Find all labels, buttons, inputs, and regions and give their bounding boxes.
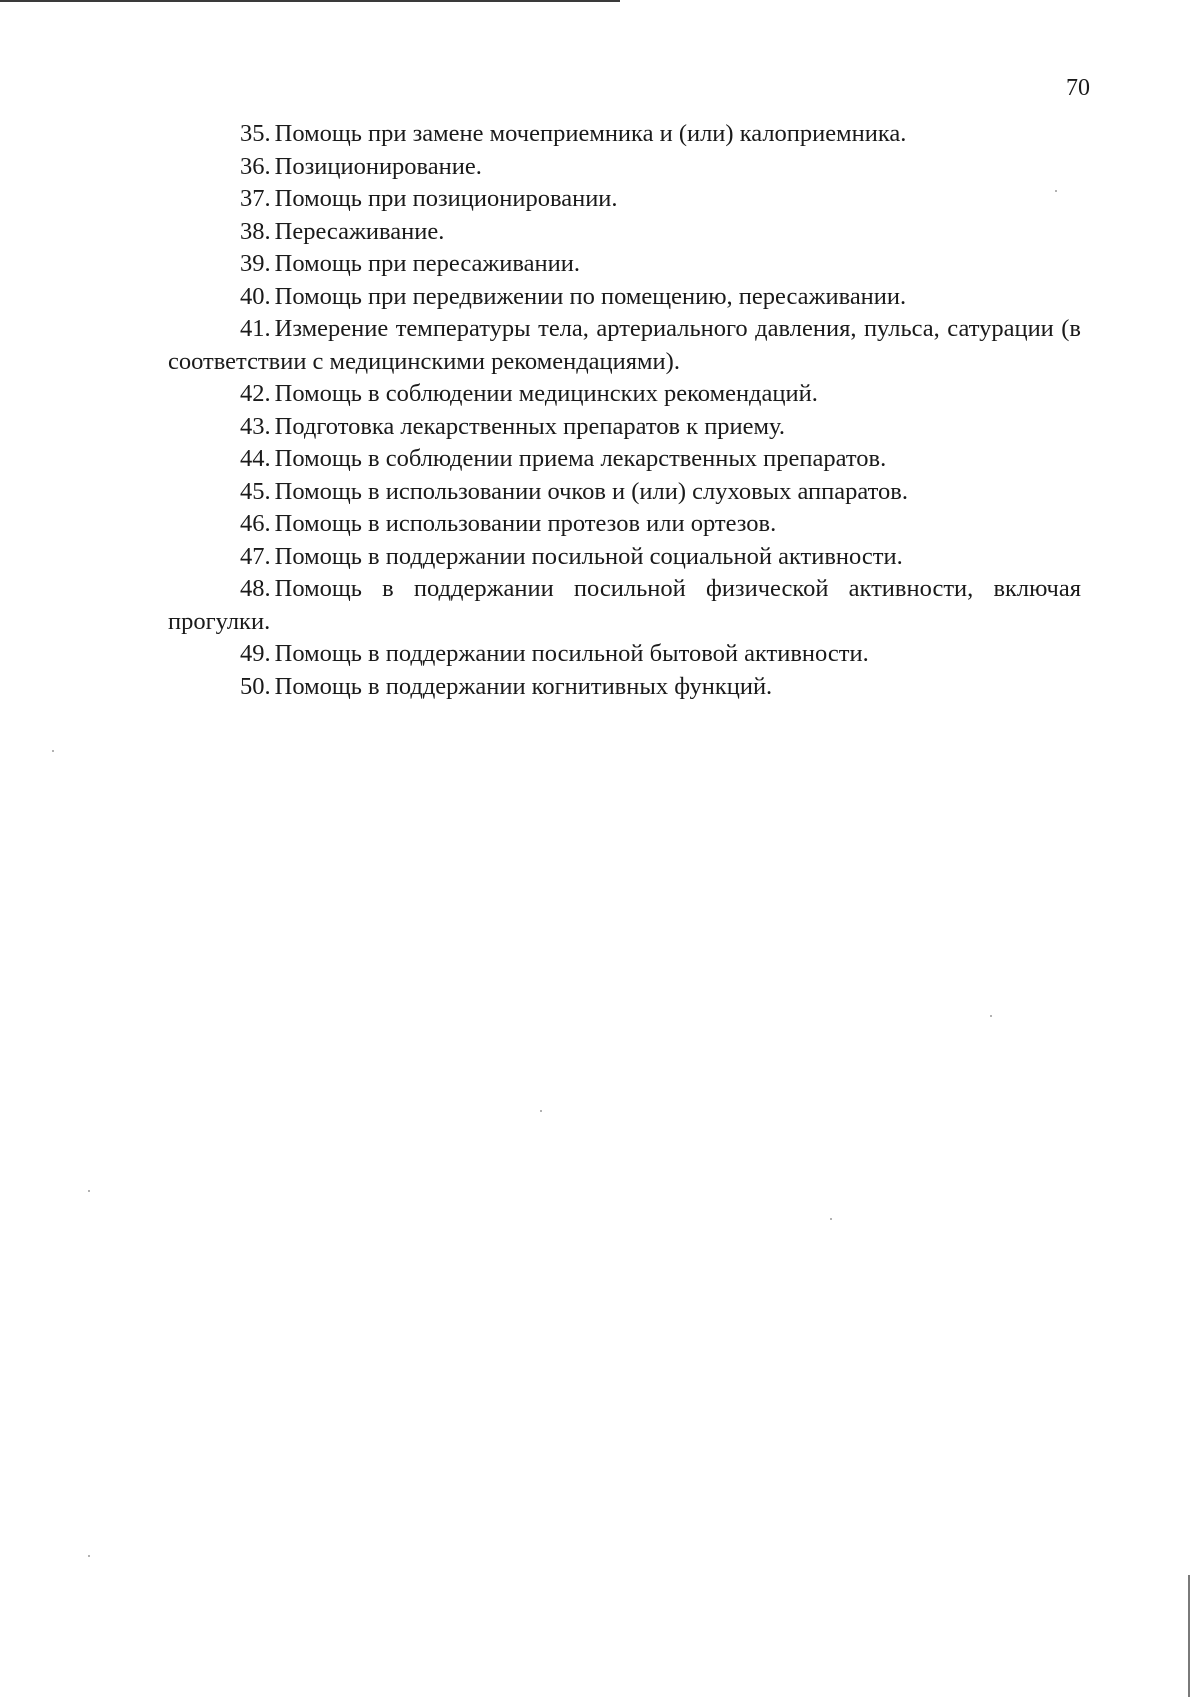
- list-item-text: Позиционирование.: [274, 152, 482, 180]
- list-item-number: 36.: [240, 152, 271, 180]
- list-item: [168, 281, 1081, 314]
- list-item: [168, 216, 1081, 249]
- list-item-number: 39.: [240, 250, 271, 277]
- list-item: [168, 443, 1081, 476]
- list-item: [168, 573, 1081, 638]
- list-item-text: Помощь в поддержании когнитивных функций.: [274, 672, 773, 700]
- list-item: [168, 508, 1081, 541]
- list-item: [168, 151, 1081, 184]
- list-item: [168, 118, 1081, 151]
- list-item-text: Помощь при позиционировании.: [274, 185, 618, 212]
- list-item-number: 43.: [240, 412, 271, 440]
- list-item: [168, 313, 1081, 378]
- list-item: [168, 411, 1081, 444]
- list-item-number: 47.: [240, 542, 271, 570]
- list-item-text: Помощь при замене мочеприемника и (или) калоприемника.: [274, 120, 907, 147]
- list-item-number: 46.: [240, 510, 271, 537]
- list-item-number: 45.: [240, 477, 271, 505]
- scan-speck: [990, 1015, 992, 1017]
- list-item-text: Помощь в соблюдении приема лекарственных препаратов.: [274, 445, 887, 472]
- list-item-number: 38.: [240, 217, 271, 245]
- service-list: [168, 118, 1081, 703]
- list-item-number: 48.: [240, 575, 271, 602]
- scan-top-edge-line: [0, 0, 620, 2]
- scan-speck: [830, 1218, 832, 1220]
- scan-speck: [88, 1190, 90, 1192]
- list-item-text: Помощь в поддержании посильной социальной активности.: [274, 542, 903, 570]
- scan-speck: [1055, 190, 1057, 192]
- list-item-text: Пересаживание.: [274, 217, 445, 245]
- list-item-number: 35.: [240, 120, 271, 147]
- list-item: [168, 183, 1081, 216]
- list-item-number: 40.: [240, 282, 271, 310]
- page-number: 70: [1066, 75, 1090, 101]
- list-item: [168, 671, 1081, 704]
- list-item-text: Помощь в поддержании посильной бытовой активности.: [274, 640, 869, 667]
- list-item-number: 41.: [240, 315, 271, 342]
- list-item-text: Помощь при передвижении по помещению, пересаживании.: [274, 282, 907, 310]
- list-item-text: Помощь в соблюдении медицинских рекомендаций.: [274, 380, 818, 407]
- list-item-text: Подготовка лекарственных препаратов к приему.: [274, 412, 785, 440]
- list-item: [168, 476, 1081, 509]
- list-item-text: Помощь в использовании протезов или ортезов.: [274, 510, 777, 537]
- list-item: [168, 638, 1081, 671]
- scan-right-edge-line: [1188, 1575, 1190, 1697]
- scan-speck: [540, 1110, 542, 1112]
- list-item-number: 50.: [240, 672, 271, 700]
- list-item: [168, 378, 1081, 411]
- list-item-text: Помощь в использовании очков и (или) слуховых аппаратов.: [274, 477, 908, 505]
- list-item-number: 44.: [240, 445, 271, 472]
- list-item-text: Измерение температуры тела, артериального давления, пульса, сатурации (в соответствии с медицинскими рекомендациями).: [168, 315, 1081, 375]
- list-item: [168, 248, 1081, 281]
- list-item-number: 49.: [240, 640, 271, 667]
- scan-speck: [88, 1555, 90, 1557]
- list-item: [168, 541, 1081, 574]
- list-item-number: 42.: [240, 380, 271, 407]
- list-item-text: Помощь при пересаживании.: [274, 250, 581, 277]
- scan-speck: [52, 750, 54, 752]
- list-item-number: 37.: [240, 185, 271, 212]
- list-item-text: Помощь в поддержании посильной физической активности, включая прогулки.: [168, 575, 1081, 635]
